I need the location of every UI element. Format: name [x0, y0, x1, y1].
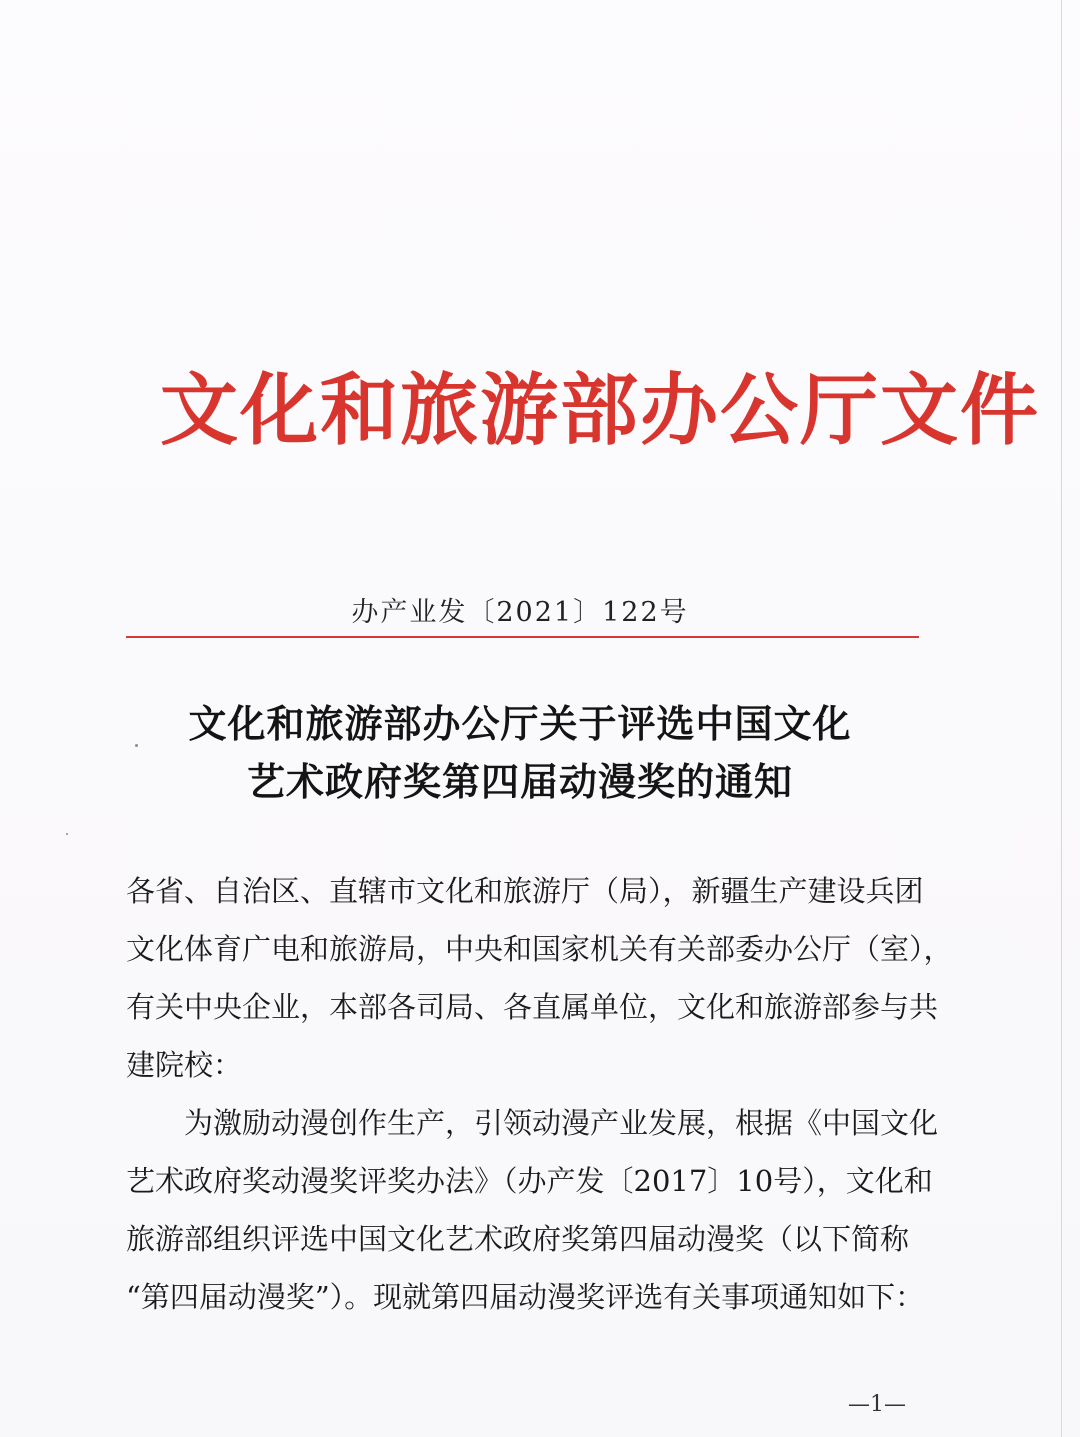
addressees-line: 各省、自治区、直辖市文化和旅游厅（局），新疆生产建设兵团	[126, 874, 924, 908]
intro-line: 艺术政府奖动漫奖评奖办法》（办产发〔2017〕10号），文化和	[126, 1164, 933, 1198]
intro-line: “第四届动漫奖”）。现就第四届动漫奖评选有关事项通知如下：	[126, 1280, 925, 1314]
document-body	[126, 862, 953, 1326]
notice-title	[0, 695, 1040, 811]
notice-title-line-2: 艺术政府奖第四届动漫奖的通知	[246, 759, 793, 804]
addressees-line: 文化体育广电和旅游局，中央和国家机关有关部委办公厅（室），	[126, 932, 953, 966]
notice-title-line-1: 文化和旅游部办公厅关于评选中国文化	[188, 701, 852, 746]
red-separator-line	[126, 636, 919, 638]
issuing-authority-header: 文化和旅游部办公厅文件	[160, 365, 1041, 456]
page-number: —1—	[848, 1392, 906, 1417]
scan-speck	[66, 833, 68, 835]
addressees-line: 有关中央企业，本部各司局、各直属单位，文化和旅游部参与共	[126, 990, 939, 1024]
intro-line: 为激励动漫创作生产，引领动漫产业发展，根据《中国文化	[184, 1106, 939, 1140]
addressees-line: 建院校：	[126, 1048, 243, 1082]
scan-speck	[135, 744, 138, 747]
addressees-paragraph	[126, 862, 953, 1094]
intro-paragraph	[126, 1094, 939, 1326]
document-number: 办产业发〔2021〕122号	[351, 597, 689, 628]
page-edge-line	[1061, 0, 1062, 1437]
intro-line: 旅游部组织评选中国文化艺术政府奖第四届动漫奖（以下简称	[126, 1222, 910, 1256]
